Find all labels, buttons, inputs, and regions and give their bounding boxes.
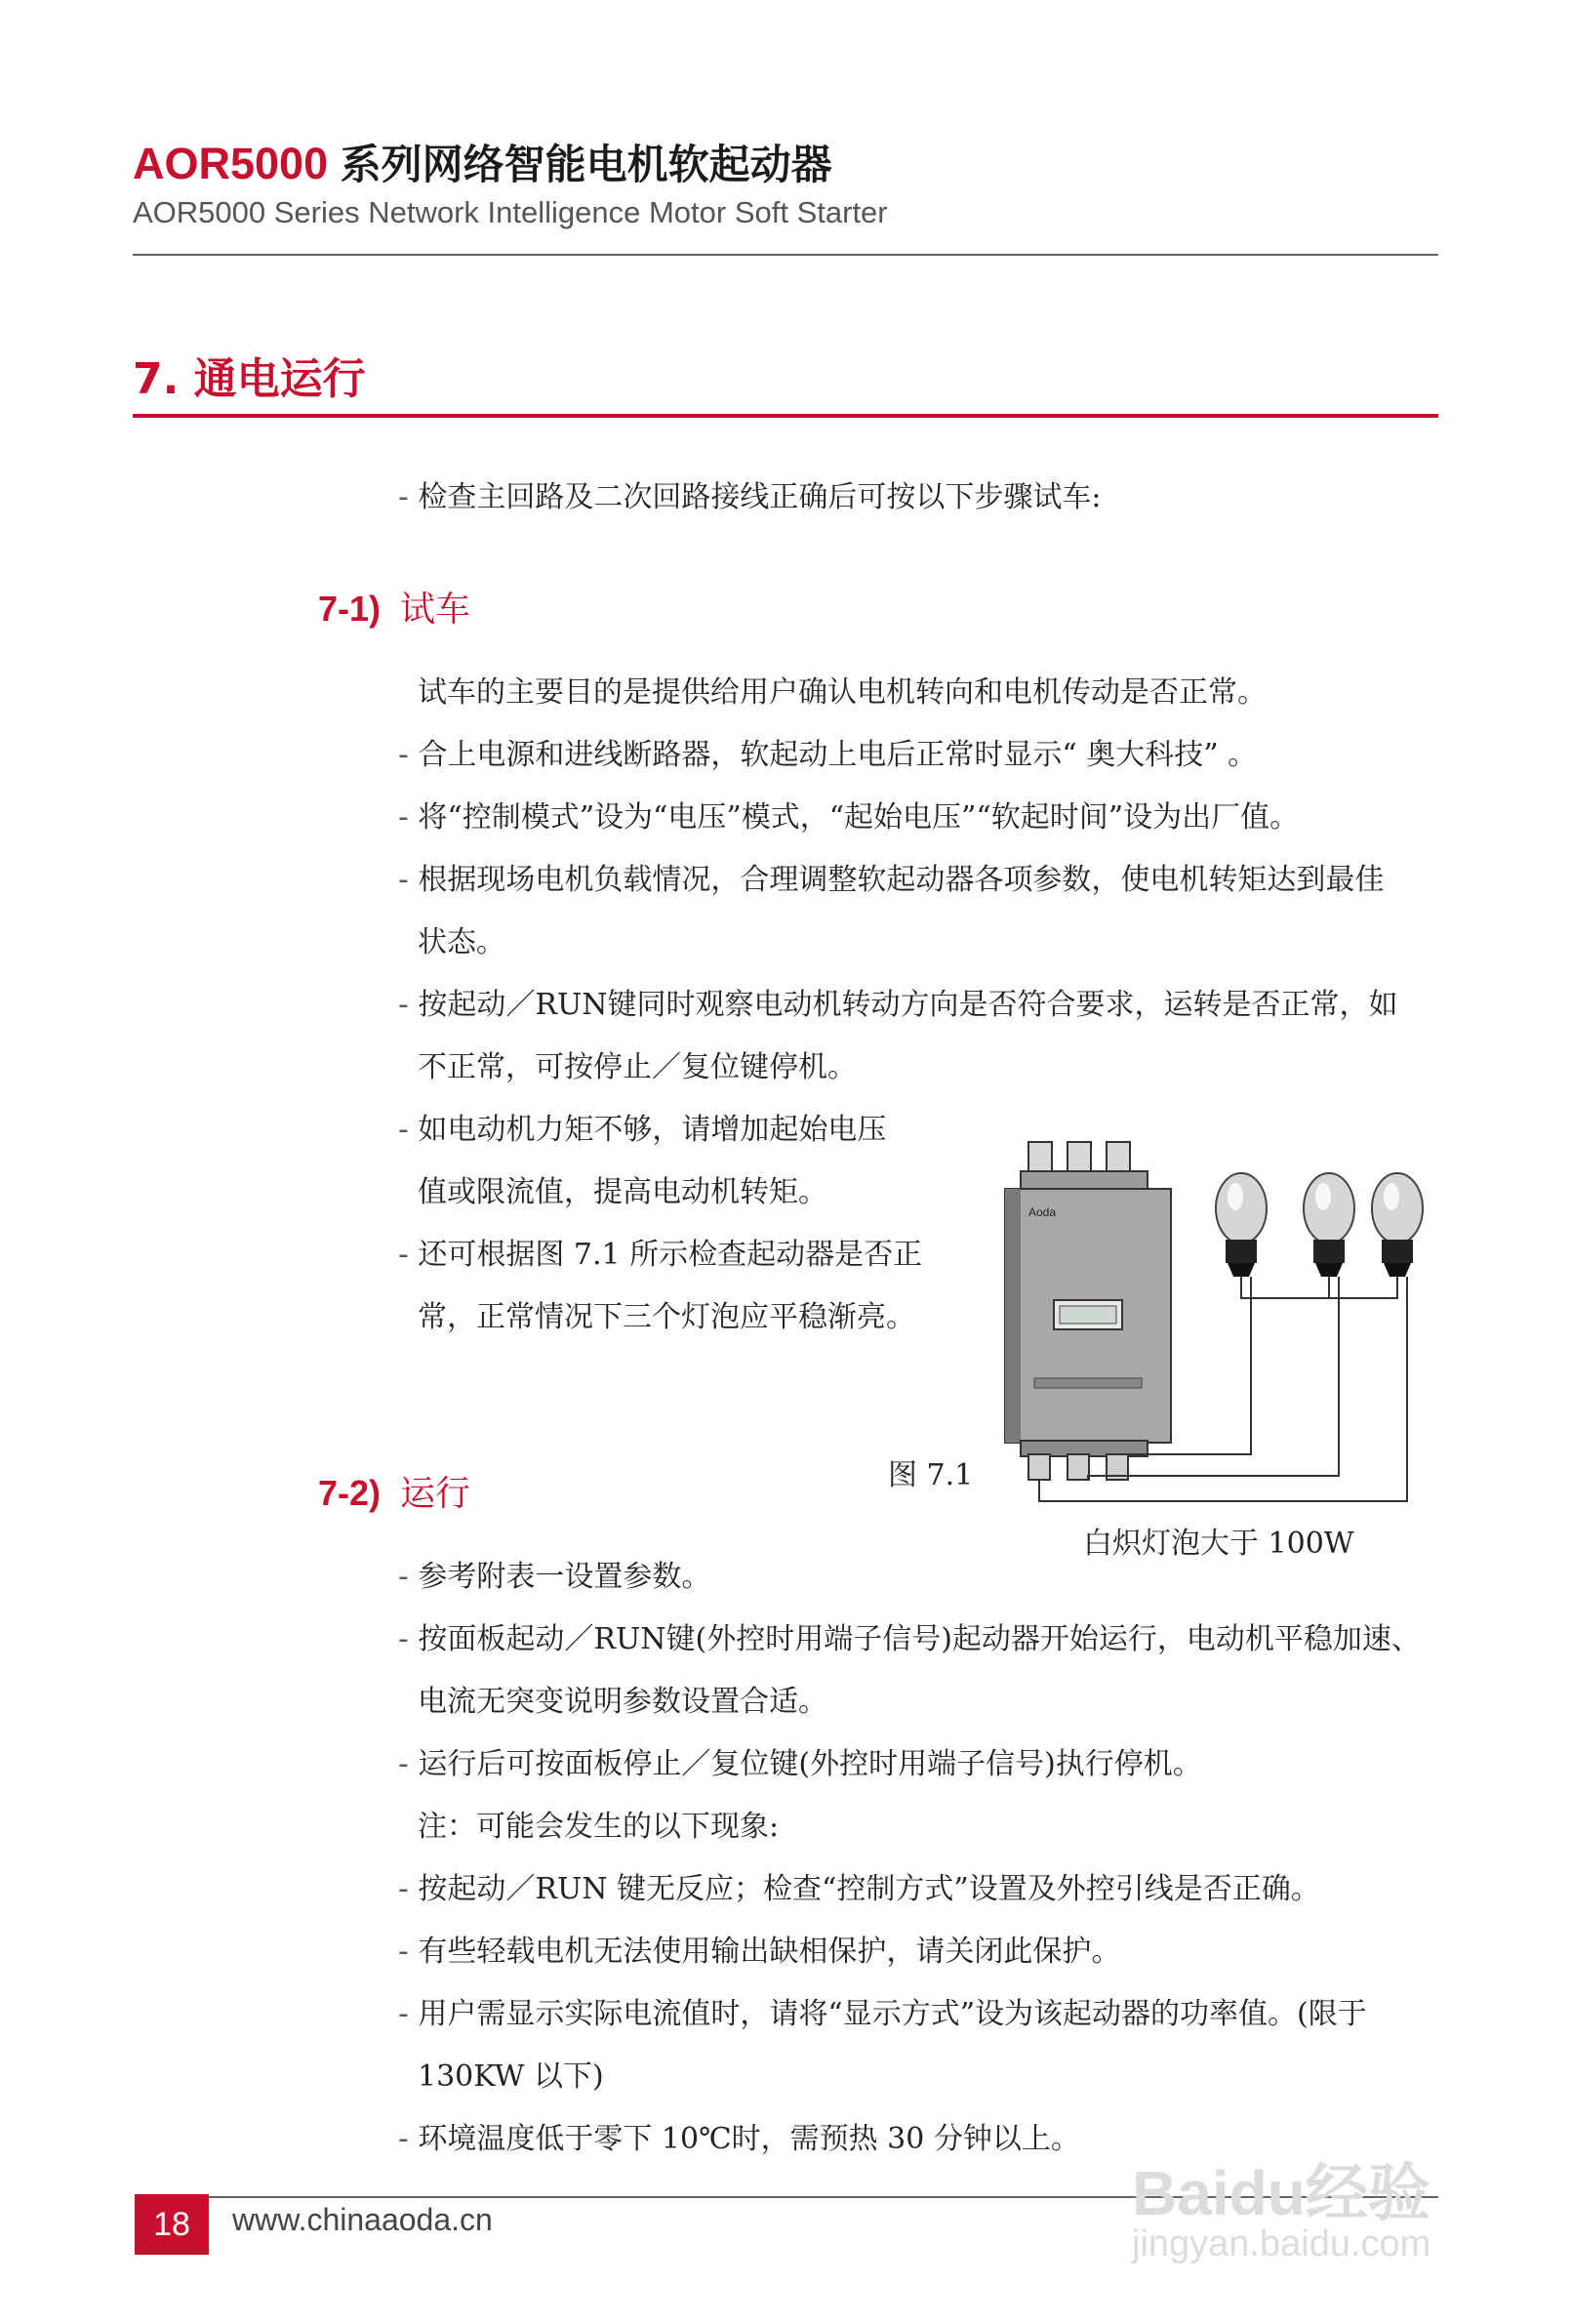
- list-item: - 合上电源和进线断路器，软起动上电后正常时显示“ 奥大科技” 。: [398, 738, 1258, 772]
- list-item: - 环境温度低于零下 10℃时，需预热 30 分钟以上。: [398, 2122, 1080, 2156]
- list-item: 常，正常情况下三个灯泡应平稳渐亮。: [418, 1300, 915, 1334]
- top-terminals: [1021, 1142, 1148, 1191]
- header-title-cn: 系列网络智能电机软起动器: [340, 141, 832, 188]
- list-item: 电流无突变说明参数设置合适。: [418, 1685, 827, 1719]
- note-heading: 注：可能会发生的以下现象:: [418, 1810, 780, 1844]
- list-item: 值或限流值，提高电动机转矩。: [418, 1175, 827, 1209]
- subsection-title-7-2: 7-2) 运行: [318, 1473, 471, 1514]
- section-divider: [133, 414, 1438, 418]
- watermark-url: jingyan.baidu.com: [1132, 2223, 1431, 2264]
- bulb-icon: [1372, 1173, 1423, 1277]
- list-item: 状态。: [418, 925, 505, 959]
- figure-7-1-diagram: [966, 1122, 1434, 1513]
- watermark-logo: Baidu经验: [1132, 2158, 1430, 2228]
- subsection-title-7-1: 7-1) 试车: [318, 589, 471, 630]
- list-item: - 按起动／RUN键同时观察电动机转动方向是否符合要求，运转是否正常，如: [398, 988, 1398, 1022]
- list-item: - 用户需显示实际电流值时，请将“显示方式”设为该起动器的功率值。(限于: [398, 1997, 1367, 2031]
- bulb-icon: [1216, 1173, 1267, 1277]
- bulb-icon: [1304, 1173, 1354, 1277]
- list-item: - 按面板起动／RUN键(外控时用端子信号)起动器开始运行，电动机平稳加速、: [398, 1622, 1421, 1656]
- figure-note: 白炽灯泡大于 100W: [1083, 1527, 1354, 1561]
- header-model: AOR5000: [133, 139, 329, 188]
- list-item: - 还可根据图 7.1 所示检查起动器是否正: [398, 1238, 923, 1272]
- header-title: [133, 135, 832, 194]
- list-item: - 如电动机力矩不够，请增加起始电压: [398, 1113, 887, 1147]
- section-title: 7. 通电运行: [133, 354, 366, 404]
- list-item: 130KW 以下): [418, 2059, 604, 2094]
- device-logo: Aoda: [1028, 1205, 1057, 1219]
- list-item: 不正常，可按停止／复位键停机。: [418, 1050, 857, 1084]
- header-subtitle: AOR5000 Series Network Intelligence Motor Soft Starter: [133, 195, 888, 229]
- list-item: - 按起动／RUN 键无反应；检查“控制方式”设置及外控引线是否正确。: [398, 1872, 1320, 1906]
- list-item: 试车的主要目的是提供给用户确认电机转向和电机传动是否正常。: [418, 675, 1267, 710]
- header-divider: [133, 254, 1438, 256]
- list-item: - 将“控制模式”设为“电压”模式，“起始电压”“软起时间”设为出厂值。: [398, 800, 1300, 835]
- list-item: - 运行后可按面板停止／复位键(外控时用端子信号)执行停机。: [398, 1747, 1202, 1781]
- intro-line: - 检查主回路及二次回路接线正确后可按以下步骤试车:: [398, 480, 1102, 514]
- bottom-terminals: [1021, 1441, 1148, 1480]
- list-item: - 根据现场电机负载情况，合理调整软起动器各项参数，使电机转矩达到最佳: [398, 863, 1385, 897]
- list-item: - 参考附表一设置参数。: [398, 1560, 711, 1594]
- list-item: - 有些轻载电机无法使用输出缺相保护，请关闭此保护。: [398, 1935, 1121, 1969]
- footer-url: www.chinaaoda.cn: [232, 2202, 493, 2237]
- figure-caption: 图 7.1: [888, 1458, 974, 1492]
- page-number: 18: [135, 2194, 209, 2255]
